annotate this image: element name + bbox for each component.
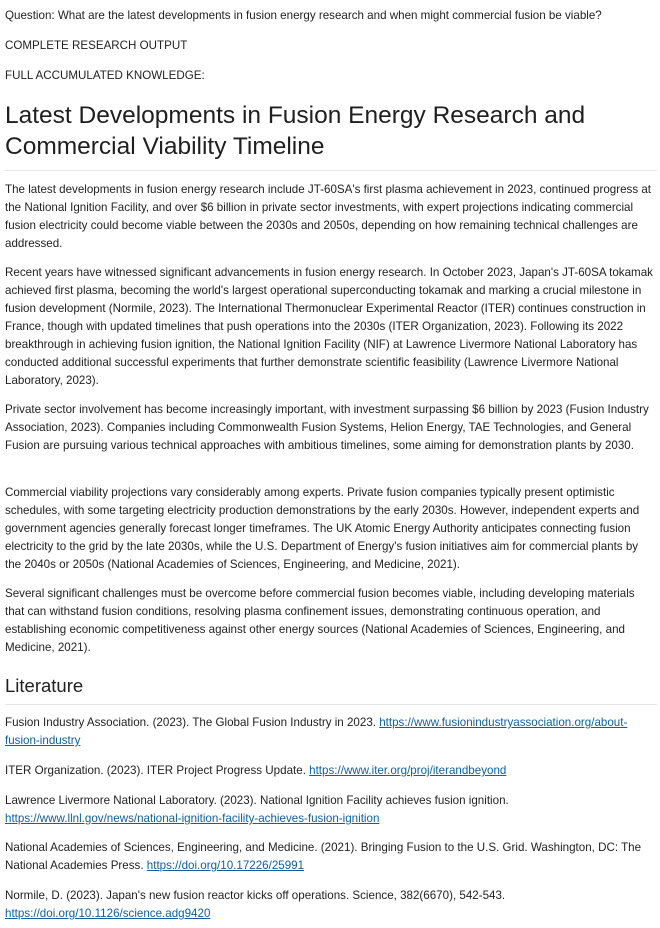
challenges-paragraph: Several significant challenges must be overcome before commercial fusion becomes viable, including developing materials that can withstand fusion conditions, resolving plasma confinement issues, demonstrating continuous operation, and establishing economic competitiveness against other energy sources (National Academies of Sciences, Engineering, and Medicine, 2021). (5, 587, 635, 654)
viability-paragraph: Commercial viability projections vary considerably among experts. Private fusion companies typically present optimistic schedules, with some targeting electricity production demonstrations by the early 2030s. However, independent experts and government agencies generally forecast longer timeframes. The UK Atomic Energy Authority anticipates connecting fusion electricity to the grid by the late 2030s, while the U.S. Department of Energy's fusion initiatives aim for commercial plants by the 2040s or 2050s (National Academies of Sciences, Engineering, and Medicine, 2021). (5, 486, 640, 571)
question-line: Question: What are the latest developments in fusion energy research and when might commercial fusion be viable? (5, 9, 602, 22)
reference-link[interactable]: https://doi.org/10.1126/science.adg9420 (5, 907, 211, 920)
reference-text: Lawrence Livermore National Laboratory. (2023). National Ignition Facility achieves fusion ignition. (5, 794, 509, 807)
summary-paragraph: The latest developments in fusion energy research include JT-60SA's first plasma achievement in 2023, continued progress at the National Ignition Facility, and over $6 billion in private sector investments, with expert projections indicating commercial fusion electricity could become viable between the 2030s and 2050s, depending on how remaining technical challenges are addressed. (5, 183, 652, 250)
reference-item (5, 762, 657, 780)
accumulated-knowledge-label: FULL ACCUMULATED KNOWLEDGE: (5, 69, 205, 82)
article-title: Latest Developments in Fusion Energy Research and Commercial Viability Timeline (5, 102, 586, 160)
reference-link[interactable]: https://doi.org/10.17226/25991 (146, 859, 305, 872)
reference-link[interactable]: https://www.fusionindustryassociation.org/about-fusion-industry (5, 716, 628, 747)
private-sector-paragraph: Private sector involvement has become increasingly important, with investment surpassing $6 billion by 2023 (Fusion Industry Association, 2023). Companies including Commonwealth Fusion Systems, Helion Energy, TAE Technologies, and General Fusion are pursuing various technical approaches with ambitious timelines, some aiming for demonstration plants by 2030. (5, 403, 649, 452)
reference-text: Normile, D. (2023). Japan's new fusion reactor kicks off operations. Science, 382(6670), 542-543. (5, 889, 506, 902)
reference-item (5, 792, 657, 828)
reference-item (5, 887, 657, 923)
reference-item (5, 839, 657, 875)
literature-divider (5, 704, 657, 705)
reference-link[interactable]: https://www.llnl.gov/news/national-ignition-facility-achieves-fusion-ignition (5, 812, 380, 825)
literature-heading: Literature (5, 675, 84, 696)
reference-link[interactable]: https://www.iter.org/proj/iterandbeyond (309, 764, 507, 777)
reference-text: National Academies of Sciences, Engineering, and Medicine. (2021). Bringing Fusion to the U.S. Grid. Washington, DC: The National Academies Press. (5, 841, 642, 872)
reference-text: Fusion Industry Association. (2023). The Global Fusion Industry in 2023. (5, 716, 380, 729)
reference-text: ITER Organization. (2023). ITER Project Progress Update. (5, 764, 310, 777)
developments-paragraph: Recent years have witnessed significant advancements in fusion energy research. In October 2023, Japan's JT-60SA tokamak achieved first plasma, becoming the world's largest operational superconducting tokamak and marking a crucial milestone in fusion development (Normile, 2023). The International Thermonuclear Experimental Reactor (ITER) continues construction in France, though with updated timelines that push operations into the 2030s (ITER Organization, 2023). Following its 2022 breakthrough in achieving fusion ignition, the National Ignition Facility (NIF) at Lawrence Livermore National Laboratory has conducted additional successful experiments that further demonstrate scientific feasibility (Lawrence Livermore National Laboratory, 2023). (5, 266, 653, 387)
complete-output-label: COMPLETE RESEARCH OUTPUT (5, 39, 188, 52)
reference-item (5, 714, 657, 750)
title-divider (5, 170, 657, 171)
